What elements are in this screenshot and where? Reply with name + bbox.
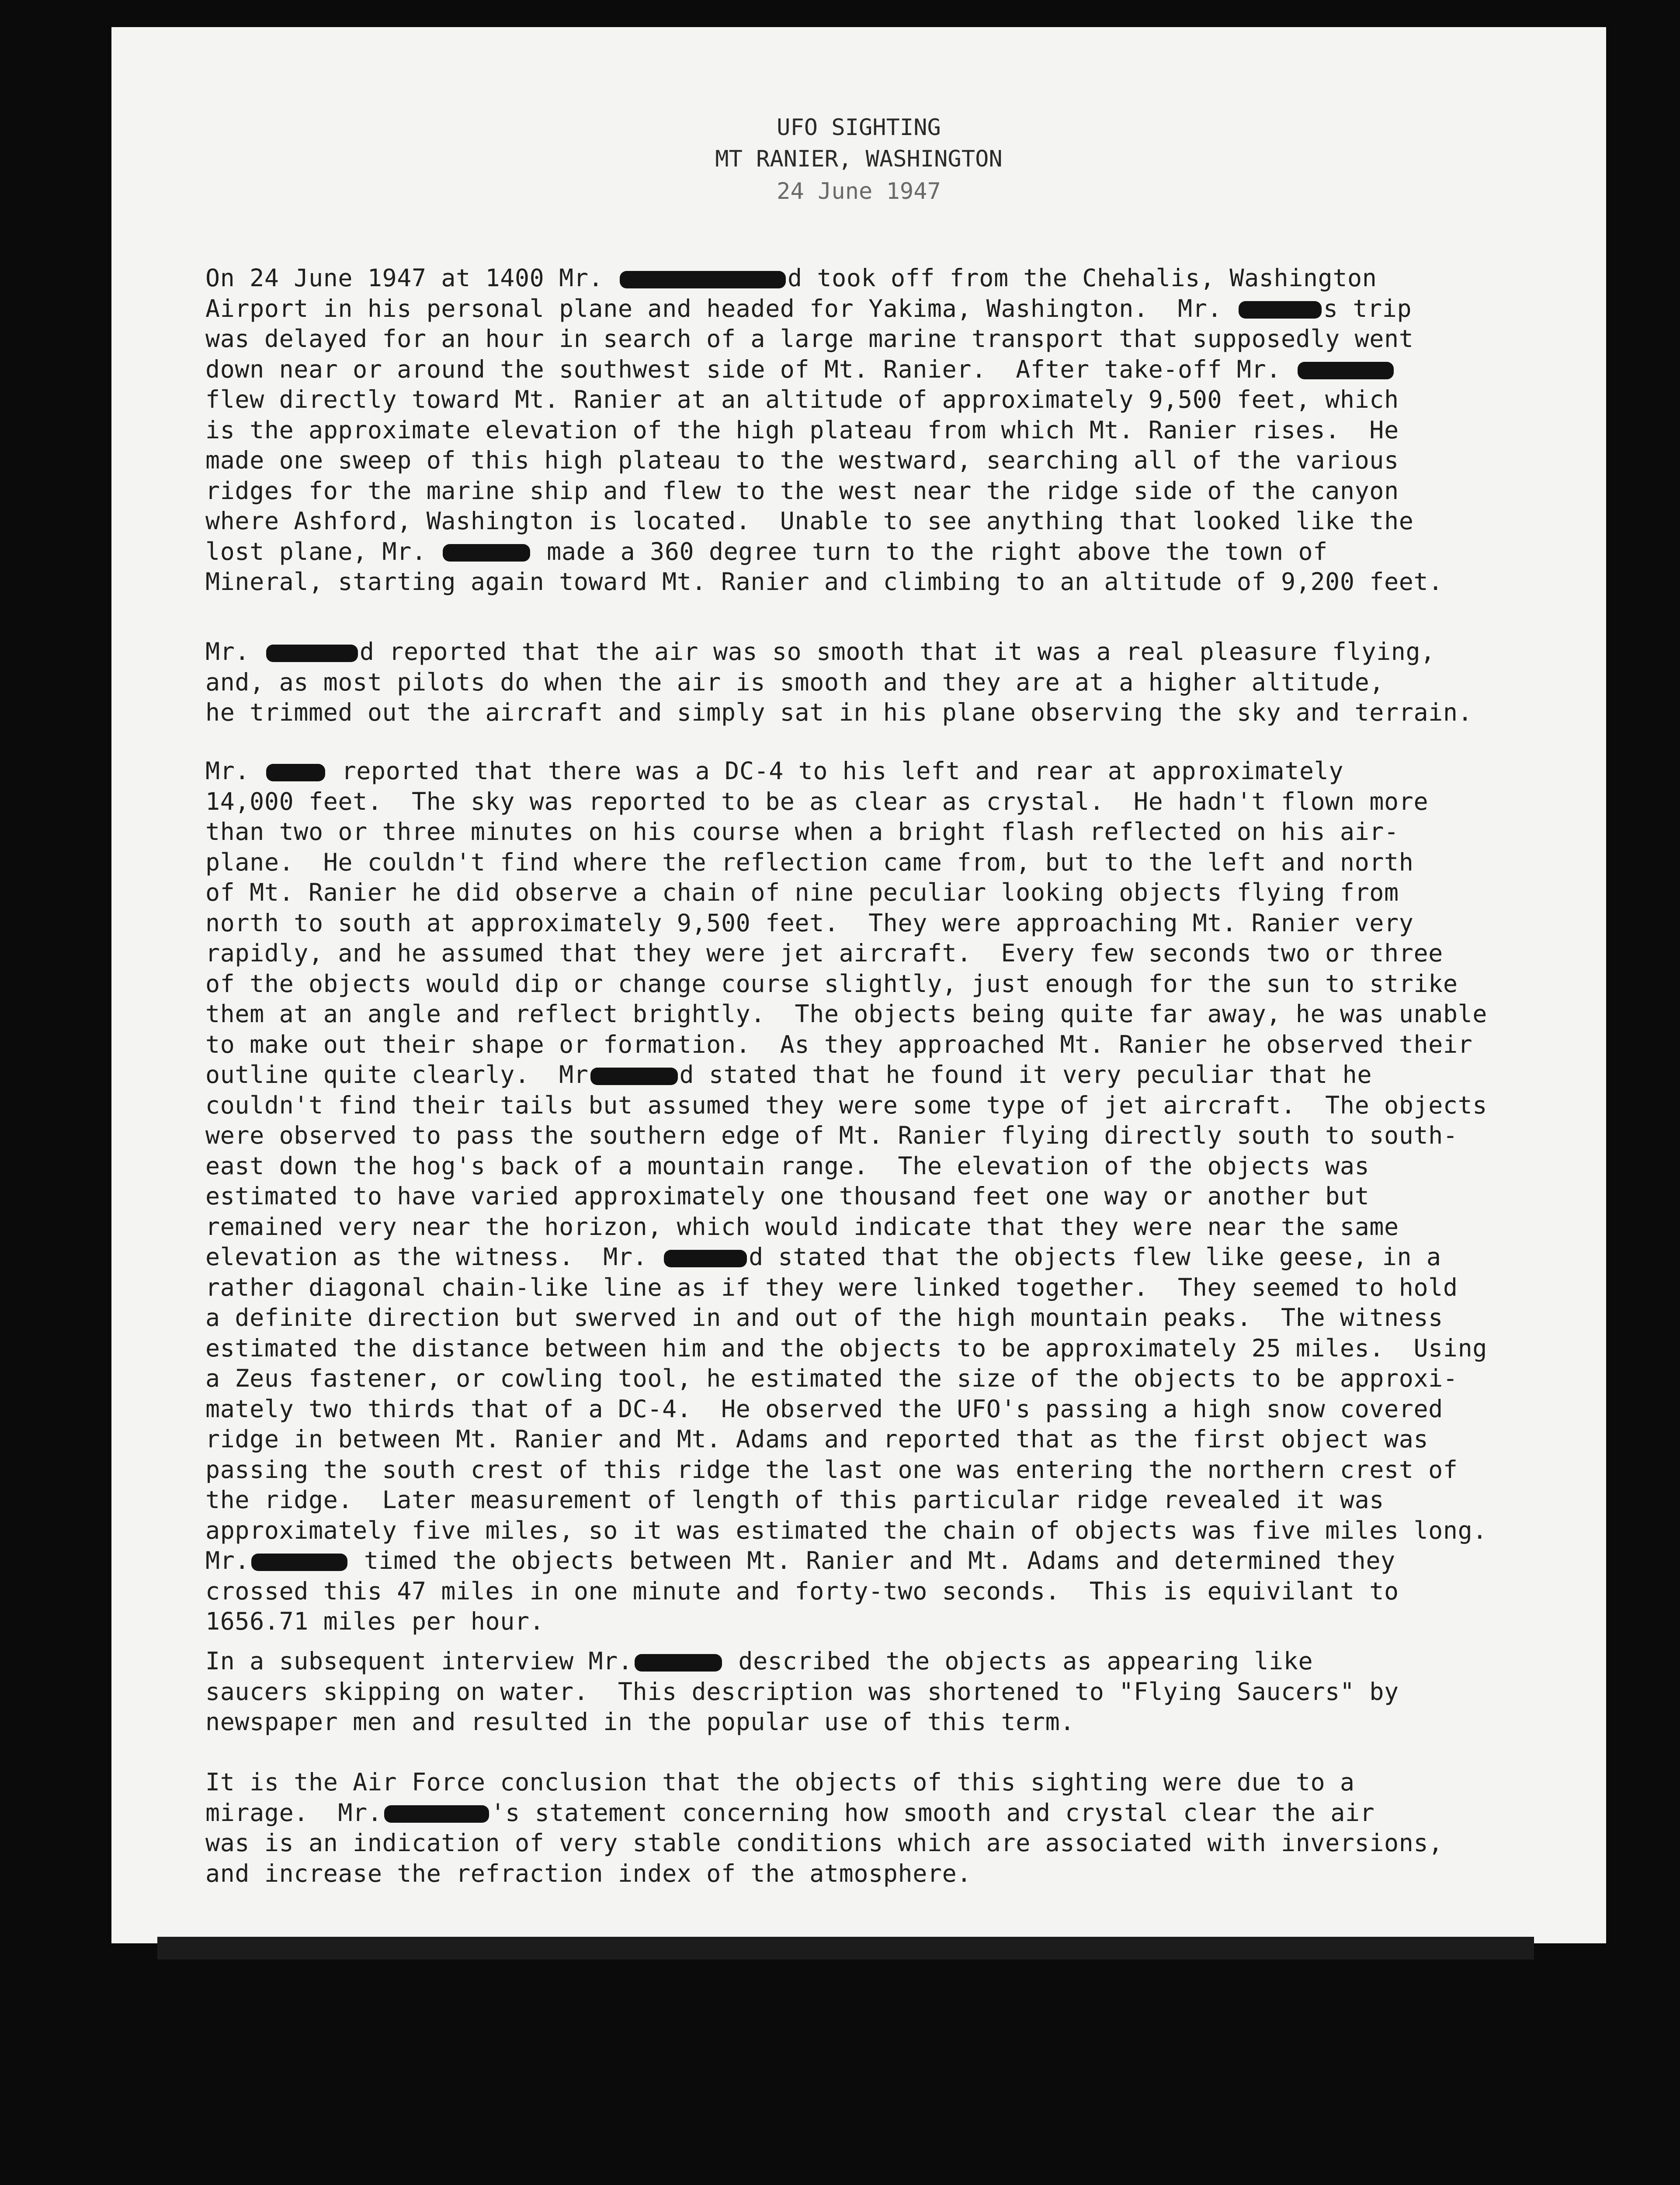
text-line (205, 1151, 1487, 1182)
text-segment: east down the hog's back of a mountain range. The elevation of the objects was (205, 1151, 1370, 1180)
text-segment: of the objects would dip or change course slightly, just enough for the sun to strike (205, 969, 1458, 998)
text-line (205, 476, 1443, 506)
text-segment: It is the Air Force conclusion that the objects of this sighting were due to a (205, 1768, 1355, 1796)
text-segment: remained very near the horizon, which would indicate that they were near the same (205, 1212, 1399, 1241)
text-segment: made a 360 degree turn to the right above the town of (532, 537, 1328, 565)
text-segment: than two or three minutes on his course when a bright flash reflected on his air- (205, 818, 1399, 846)
text-line (205, 1767, 1443, 1798)
text-line (205, 1303, 1487, 1333)
text-segment: the ridge. Later measurement of length of this particular ridge revealed it was (205, 1486, 1385, 1514)
text-segment: down near or around the southwest side of Mt. Ranier. After take-off Mr. (205, 355, 1296, 383)
text-line (205, 756, 1487, 787)
text-line (205, 445, 1443, 476)
text-segment: 's statement concerning how smooth and crystal clear the air (490, 1798, 1375, 1827)
text-segment: is the approximate elevation of the high plateau from which Mt. Ranier rises. He (205, 416, 1399, 444)
text-segment: rapidly, and he assumed that they were jet aircraft. Every few seconds two or three (205, 939, 1443, 967)
text-segment: a Zeus fastener, or cowling tool, he estimated the size of the objects to be approxi- (205, 1364, 1458, 1392)
text-line (205, 1707, 1399, 1738)
text-segment: reported that there was a DC-4 to his left and rear at approximately (326, 757, 1344, 785)
text-line (205, 1576, 1487, 1607)
text-segment: and increase the refraction index of the atmosphere. (205, 1859, 972, 1887)
text-line (205, 1333, 1487, 1364)
text-segment: On 24 June 1947 at 1400 Mr. (205, 264, 618, 292)
text-line (205, 847, 1487, 878)
text-segment: d stated that he found it very peculiar that he (679, 1061, 1372, 1089)
text-line (205, 506, 1443, 537)
text-segment: mately two thirds that of a DC-4. He observed the UFO's passing a high snow covered (205, 1394, 1443, 1423)
text-segment: them at an angle and reflect brightly. The objects being quite far away, he was unable (205, 1000, 1488, 1028)
paragraph-4 (205, 1646, 1399, 1738)
text-segment: described the objects as appearing like (723, 1647, 1313, 1675)
text-segment: passing the south crest of this ridge the last one was entering the northern crest of (205, 1455, 1458, 1484)
text-line (205, 1090, 1487, 1121)
text-segment: was delayed for an hour in search of a large marine transport that supposedly went (205, 325, 1414, 353)
redaction-mark (251, 1554, 347, 1571)
text-segment: d reported that the air was so smooth that it was a real pleasure flying, (359, 638, 1435, 666)
document-title: UFO SIGHTING (777, 114, 941, 141)
text-segment: were observed to pass the southern edge of Mt. Ranier flying directly south to south- (205, 1121, 1458, 1149)
text-line (205, 637, 1472, 667)
text-segment: d took off from the Chehalis, Washington (787, 264, 1377, 292)
text-segment: Mineral, starting again toward Mt. Ranier and climbing to an altitude of 9,200 feet. (205, 568, 1443, 596)
document-location: MT RANIER, WASHINGTON (715, 146, 1003, 172)
text-line (205, 1181, 1487, 1212)
text-line (205, 908, 1487, 939)
redaction-mark (266, 645, 358, 662)
text-line (205, 1242, 1487, 1273)
text-segment: flew directly toward Mt. Ranier at an altitude of approximately 9,500 feet, which (205, 385, 1399, 413)
redaction-mark (1298, 362, 1394, 379)
text-segment: and, as most pilots do when the air is smooth and they are at a higher altitude, (205, 668, 1385, 696)
text-segment: 14,000 feet. The sky was reported to be as clear as crystal. He hadn't flown more (205, 787, 1429, 815)
text-segment: to make out their shape or formation. As they approached Mt. Ranier he observed their (205, 1030, 1473, 1058)
text-segment: couldn't find their tails but assumed they were some type of jet aircraft. The objects (205, 1091, 1488, 1119)
paragraph-2 (205, 637, 1472, 728)
paragraph-3 (205, 756, 1487, 1637)
text-line (205, 877, 1487, 908)
text-segment: ridge in between Mt. Ranier and Mt. Adams and reported that as the first object was (205, 1425, 1429, 1453)
text-segment: Airport in his personal plane and headed for Yakima, Washington. Mr. (205, 294, 1237, 323)
text-line (205, 1030, 1487, 1060)
page-shadow (157, 1937, 1534, 1960)
document-page (111, 27, 1606, 1943)
text-segment: made one sweep of this high plateau to the westward, searching all of the various (205, 446, 1399, 474)
text-line (205, 1394, 1487, 1425)
text-line (205, 385, 1443, 415)
redaction-mark (620, 271, 786, 288)
text-line (205, 817, 1487, 847)
text-segment: approximately five miles, so it was estimated the chain of objects was five miles long. (205, 1516, 1488, 1544)
text-segment: d stated that the objects flew like geese, in a (749, 1243, 1441, 1271)
text-segment: saucers skipping on water. This description was shortened to "Flying Saucers" by (205, 1677, 1399, 1706)
text-segment: Mr. (205, 757, 264, 785)
text-segment: rather diagonal chain-like line as if they were linked together. They seemed to hold (205, 1273, 1458, 1301)
text-line (205, 787, 1487, 817)
redaction-mark (266, 764, 325, 781)
text-segment: where Ashford, Washington is located. Unable to see anything that looked like the (205, 507, 1414, 535)
text-segment: was is an indication of very stable conditions which are associated with inversions, (205, 1829, 1443, 1857)
text-line (205, 1455, 1487, 1485)
text-segment: a definite direction but swerved in and out of the high mountain peaks. The witness (205, 1304, 1443, 1332)
text-line (205, 263, 1443, 294)
redaction-mark (590, 1068, 678, 1085)
text-segment: elevation as the witness. Mr. (205, 1243, 663, 1271)
text-line (205, 969, 1487, 999)
document-body (205, 104, 1591, 1887)
text-line (205, 1485, 1487, 1516)
text-line (205, 938, 1487, 969)
text-line (205, 667, 1472, 698)
text-segment: timed the objects between Mt. Ranier and Mt. Adams and determined they (349, 1547, 1395, 1575)
redaction-mark (1239, 301, 1322, 319)
redaction-mark (443, 544, 530, 562)
text-line (205, 1516, 1487, 1546)
text-line (205, 1060, 1487, 1090)
text-segment: north to south at approximately 9,500 feet. They were approaching Mt. Ranier very (205, 909, 1414, 937)
text-line (205, 1606, 1487, 1637)
text-line (205, 354, 1443, 385)
text-line (205, 1212, 1487, 1242)
text-line (205, 1859, 1443, 1889)
redaction-mark (635, 1654, 722, 1672)
text-line (205, 324, 1443, 354)
paragraph-5 (205, 1767, 1443, 1889)
text-segment: lost plane, Mr. (205, 537, 441, 565)
document-date: 24 June 1947 (777, 178, 941, 205)
text-line (205, 1828, 1443, 1859)
text-segment: In a subsequent interview Mr. (205, 1647, 633, 1675)
text-line (205, 1120, 1487, 1151)
text-segment: estimated the distance between him and the objects to be approximately 25 miles. Using (205, 1334, 1488, 1362)
text-segment: mirage. Mr. (205, 1798, 382, 1827)
text-line (205, 1677, 1399, 1707)
text-line (205, 294, 1443, 324)
text-segment: outline quite clearly. Mr (205, 1061, 589, 1089)
text-segment: Mr. (205, 1547, 250, 1575)
text-line (205, 1363, 1487, 1394)
text-segment: newspaper men and resulted in the popular use of this term. (205, 1708, 1075, 1736)
text-segment: 1656.71 miles per hour. (205, 1607, 545, 1635)
text-segment: Mr. (205, 638, 264, 666)
redaction-mark (384, 1805, 489, 1823)
text-line (205, 1273, 1487, 1303)
text-segment: of Mt. Ranier he did observe a chain of nine peculiar looking objects flying from (205, 878, 1399, 906)
text-segment: crossed this 47 miles in one minute and forty-two seconds. This is equivilant to (205, 1577, 1399, 1605)
text-line (205, 1546, 1487, 1576)
text-segment: ridges for the marine ship and flew to the west near the ridge side of the canyon (205, 476, 1399, 505)
text-segment: he trimmed out the aircraft and simply sat in his plane observing the sky and terrain. (205, 698, 1473, 726)
redaction-mark (664, 1250, 747, 1267)
text-segment: plane. He couldn't find where the reflection came from, but to the left and north (205, 848, 1414, 876)
text-segment: s trip (1323, 294, 1412, 323)
text-line (205, 999, 1487, 1030)
text-line (205, 537, 1443, 567)
text-segment: estimated to have varied approximately one thousand feet one way or another but (205, 1182, 1370, 1210)
text-line (205, 697, 1472, 728)
text-line (205, 567, 1443, 597)
paragraph-1 (205, 263, 1443, 597)
text-line (205, 1798, 1443, 1828)
text-line (205, 415, 1443, 446)
text-line (205, 1646, 1399, 1677)
text-line (205, 1424, 1487, 1455)
